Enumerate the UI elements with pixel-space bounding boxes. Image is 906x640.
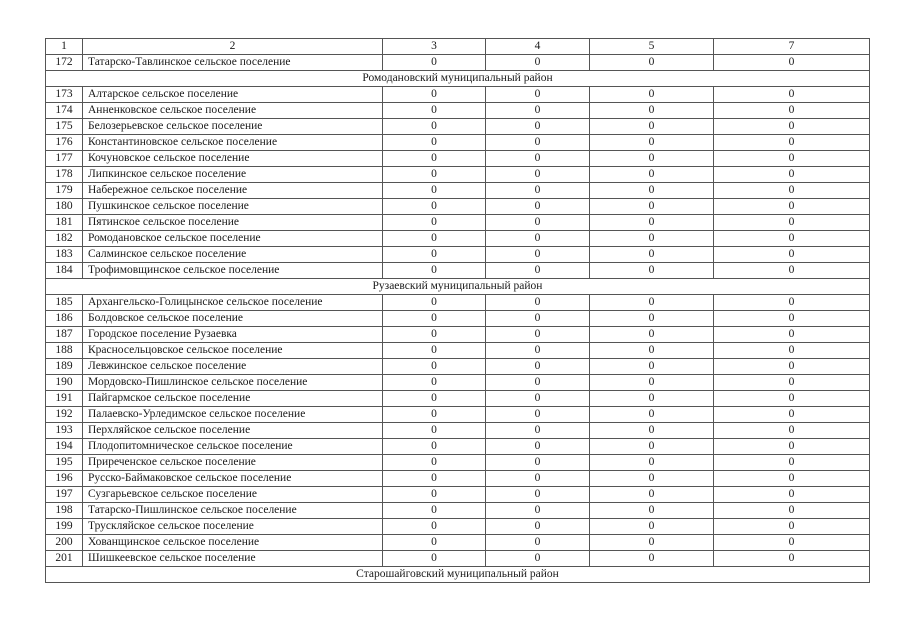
value-cell: 0 — [590, 263, 714, 279]
settlement-name: Городское поселение Рузаевка — [83, 327, 383, 343]
value-cell: 0 — [590, 215, 714, 231]
value-cell: 0 — [383, 327, 486, 343]
value-cell: 0 — [714, 151, 870, 167]
table-row — [46, 471, 870, 487]
row-number: 197 — [46, 487, 83, 503]
value-cell: 0 — [383, 167, 486, 183]
value-cell: 0 — [590, 167, 714, 183]
value-cell: 0 — [486, 487, 590, 503]
value-cell: 0 — [590, 247, 714, 263]
value-cell: 0 — [714, 519, 870, 535]
value-cell: 0 — [486, 535, 590, 551]
row-number: 188 — [46, 343, 83, 359]
value-cell: 0 — [714, 391, 870, 407]
value-cell: 0 — [714, 423, 870, 439]
value-cell: 0 — [486, 343, 590, 359]
value-cell: 0 — [383, 519, 486, 535]
row-number: 176 — [46, 135, 83, 151]
table-row — [46, 359, 870, 375]
value-cell: 0 — [590, 455, 714, 471]
value-cell: 0 — [383, 151, 486, 167]
value-cell: 0 — [714, 263, 870, 279]
value-cell: 0 — [486, 135, 590, 151]
value-cell: 0 — [714, 327, 870, 343]
settlement-name: Пайгармское сельское поселение — [83, 391, 383, 407]
value-cell: 0 — [590, 423, 714, 439]
table-row — [46, 519, 870, 535]
value-cell: 0 — [486, 423, 590, 439]
settlement-name: Салминское сельское поселение — [83, 247, 383, 263]
value-cell: 0 — [383, 247, 486, 263]
value-cell: 0 — [383, 199, 486, 215]
column-header: 2 — [83, 39, 383, 55]
value-cell: 0 — [714, 55, 870, 71]
table-row — [46, 167, 870, 183]
settlement-name: Сузгарьевское сельское поселение — [83, 487, 383, 503]
value-cell: 0 — [590, 407, 714, 423]
value-cell: 0 — [383, 359, 486, 375]
settlement-name: Перхляйское сельское поселение — [83, 423, 383, 439]
value-cell: 0 — [486, 183, 590, 199]
value-cell: 0 — [714, 199, 870, 215]
section-row — [46, 71, 870, 87]
table-row — [46, 55, 870, 71]
table-row — [46, 375, 870, 391]
column-header: 3 — [383, 39, 486, 55]
settlement-name: Мордовско-Пишлинское сельское поселение — [83, 375, 383, 391]
value-cell: 0 — [590, 519, 714, 535]
value-cell: 0 — [383, 391, 486, 407]
value-cell: 0 — [714, 215, 870, 231]
value-cell: 0 — [486, 231, 590, 247]
table-row — [46, 231, 870, 247]
row-number: 200 — [46, 535, 83, 551]
table-row — [46, 407, 870, 423]
settlement-name: Левжинское сельское поселение — [83, 359, 383, 375]
value-cell: 0 — [486, 263, 590, 279]
row-number: 191 — [46, 391, 83, 407]
value-cell: 0 — [714, 375, 870, 391]
row-number: 196 — [46, 471, 83, 487]
table-row — [46, 135, 870, 151]
row-number: 201 — [46, 551, 83, 567]
settlement-name: Пятинское сельское поселение — [83, 215, 383, 231]
value-cell: 0 — [486, 87, 590, 103]
row-number: 192 — [46, 407, 83, 423]
row-number: 199 — [46, 519, 83, 535]
settlement-name: Палаевско-Урледимское сельское поселение — [83, 407, 383, 423]
value-cell: 0 — [486, 503, 590, 519]
settlement-name: Болдовское сельское поселение — [83, 311, 383, 327]
value-cell: 0 — [714, 503, 870, 519]
value-cell: 0 — [590, 135, 714, 151]
value-cell: 0 — [486, 519, 590, 535]
value-cell: 0 — [590, 343, 714, 359]
value-cell: 0 — [590, 103, 714, 119]
value-cell: 0 — [383, 231, 486, 247]
settlement-name: Липкинское сельское поселение — [83, 167, 383, 183]
table-row — [46, 503, 870, 519]
value-cell: 0 — [486, 407, 590, 423]
value-cell: 0 — [714, 487, 870, 503]
value-cell: 0 — [383, 135, 486, 151]
value-cell: 0 — [486, 311, 590, 327]
value-cell: 0 — [714, 471, 870, 487]
value-cell: 0 — [714, 231, 870, 247]
value-cell: 0 — [383, 455, 486, 471]
section-row — [46, 279, 870, 295]
value-cell: 0 — [590, 183, 714, 199]
settlement-name: Анненковское сельское поселение — [83, 103, 383, 119]
row-number: 194 — [46, 439, 83, 455]
value-cell: 0 — [590, 487, 714, 503]
row-number: 175 — [46, 119, 83, 135]
row-number: 190 — [46, 375, 83, 391]
settlement-name: Шишкеевское сельское поселение — [83, 551, 383, 567]
value-cell: 0 — [590, 55, 714, 71]
value-cell: 0 — [590, 151, 714, 167]
settlement-name: Татарско-Пишлинское сельское поселение — [83, 503, 383, 519]
value-cell: 0 — [590, 503, 714, 519]
row-number: 172 — [46, 55, 83, 71]
value-cell: 0 — [486, 55, 590, 71]
column-header: 4 — [486, 39, 590, 55]
row-number: 189 — [46, 359, 83, 375]
value-cell: 0 — [714, 439, 870, 455]
settlement-name: Татарско-Тавлинское сельское поселение — [83, 55, 383, 71]
table-row — [46, 295, 870, 311]
table-row — [46, 151, 870, 167]
settlement-name: Трофимовщинское сельское поселение — [83, 263, 383, 279]
value-cell: 0 — [383, 215, 486, 231]
value-cell: 0 — [590, 231, 714, 247]
table-row — [46, 551, 870, 567]
data-table — [45, 38, 870, 583]
table-row — [46, 183, 870, 199]
value-cell: 0 — [714, 87, 870, 103]
settlement-name: Трускляйское сельское поселение — [83, 519, 383, 535]
settlement-name: Кочуновское сельское поселение — [83, 151, 383, 167]
value-cell: 0 — [714, 103, 870, 119]
section-title: Ромодановский муниципальный район — [46, 71, 870, 87]
value-cell: 0 — [383, 343, 486, 359]
table-row — [46, 247, 870, 263]
row-number: 185 — [46, 295, 83, 311]
column-header: 1 — [46, 39, 83, 55]
value-cell: 0 — [714, 359, 870, 375]
value-cell: 0 — [383, 487, 486, 503]
value-cell: 0 — [383, 55, 486, 71]
settlement-name: Хованщинское сельское поселение — [83, 535, 383, 551]
value-cell: 0 — [383, 103, 486, 119]
table-row — [46, 199, 870, 215]
value-cell: 0 — [486, 471, 590, 487]
table-row — [46, 263, 870, 279]
settlement-name: Архангельско-Голицынское сельское поселение — [83, 295, 383, 311]
value-cell: 0 — [383, 183, 486, 199]
row-number: 187 — [46, 327, 83, 343]
table-row — [46, 391, 870, 407]
value-cell: 0 — [486, 215, 590, 231]
value-cell: 0 — [486, 103, 590, 119]
value-cell: 0 — [486, 327, 590, 343]
value-cell: 0 — [383, 423, 486, 439]
header-row — [46, 39, 870, 55]
row-number: 174 — [46, 103, 83, 119]
value-cell: 0 — [714, 455, 870, 471]
value-cell: 0 — [714, 183, 870, 199]
value-cell: 0 — [383, 535, 486, 551]
value-cell: 0 — [590, 119, 714, 135]
value-cell: 0 — [486, 151, 590, 167]
row-number: 193 — [46, 423, 83, 439]
value-cell: 0 — [590, 327, 714, 343]
settlement-name: Алтарское сельское поселение — [83, 87, 383, 103]
value-cell: 0 — [486, 359, 590, 375]
table-row — [46, 423, 870, 439]
table-row — [46, 103, 870, 119]
row-number: 198 — [46, 503, 83, 519]
value-cell: 0 — [383, 439, 486, 455]
value-cell: 0 — [590, 311, 714, 327]
settlement-name: Плодопитомническое сельское поселение — [83, 439, 383, 455]
value-cell: 0 — [486, 551, 590, 567]
table-body — [46, 39, 870, 583]
value-cell: 0 — [590, 535, 714, 551]
value-cell: 0 — [486, 295, 590, 311]
settlement-name: Белозерьевское сельское поселение — [83, 119, 383, 135]
value-cell: 0 — [590, 471, 714, 487]
value-cell: 0 — [383, 551, 486, 567]
settlement-name: Ромодановское сельское поселение — [83, 231, 383, 247]
value-cell: 0 — [383, 471, 486, 487]
row-number: 195 — [46, 455, 83, 471]
value-cell: 0 — [590, 439, 714, 455]
table-row — [46, 343, 870, 359]
value-cell: 0 — [590, 87, 714, 103]
value-cell: 0 — [486, 247, 590, 263]
value-cell: 0 — [590, 295, 714, 311]
value-cell: 0 — [714, 247, 870, 263]
value-cell: 0 — [714, 119, 870, 135]
value-cell: 0 — [486, 199, 590, 215]
row-number: 184 — [46, 263, 83, 279]
settlement-name: Красносельцовское сельское поселение — [83, 343, 383, 359]
value-cell: 0 — [383, 263, 486, 279]
section-title: Рузаевский муниципальный район — [46, 279, 870, 295]
row-number: 181 — [46, 215, 83, 231]
table-row — [46, 487, 870, 503]
row-number: 178 — [46, 167, 83, 183]
value-cell: 0 — [714, 407, 870, 423]
value-cell: 0 — [714, 535, 870, 551]
value-cell: 0 — [383, 407, 486, 423]
value-cell: 0 — [714, 135, 870, 151]
value-cell: 0 — [383, 503, 486, 519]
value-cell: 0 — [486, 439, 590, 455]
value-cell: 0 — [383, 295, 486, 311]
value-cell: 0 — [590, 359, 714, 375]
table-row — [46, 87, 870, 103]
section-title: Старошайговский муниципальный район — [46, 567, 870, 583]
value-cell: 0 — [590, 551, 714, 567]
value-cell: 0 — [383, 87, 486, 103]
value-cell: 0 — [486, 119, 590, 135]
value-cell: 0 — [590, 199, 714, 215]
row-number: 182 — [46, 231, 83, 247]
section-row — [46, 567, 870, 583]
settlement-name: Пушкинское сельское поселение — [83, 199, 383, 215]
row-number: 179 — [46, 183, 83, 199]
row-number: 186 — [46, 311, 83, 327]
settlement-name: Приреченское сельское поселение — [83, 455, 383, 471]
value-cell: 0 — [714, 343, 870, 359]
value-cell: 0 — [714, 551, 870, 567]
table-row — [46, 215, 870, 231]
value-cell: 0 — [714, 167, 870, 183]
value-cell: 0 — [383, 311, 486, 327]
table-row — [46, 455, 870, 471]
value-cell: 0 — [714, 295, 870, 311]
value-cell: 0 — [486, 391, 590, 407]
table-row — [46, 311, 870, 327]
column-header: 5 — [590, 39, 714, 55]
value-cell: 0 — [383, 375, 486, 391]
table-row — [46, 439, 870, 455]
column-header: 7 — [714, 39, 870, 55]
value-cell: 0 — [383, 119, 486, 135]
table-row — [46, 327, 870, 343]
settlement-name: Набережное сельское поселение — [83, 183, 383, 199]
settlement-name: Русско-Баймаковское сельское поселение — [83, 471, 383, 487]
value-cell: 0 — [590, 391, 714, 407]
settlement-name: Константиновское сельское поселение — [83, 135, 383, 151]
value-cell: 0 — [590, 375, 714, 391]
value-cell: 0 — [486, 375, 590, 391]
row-number: 180 — [46, 199, 83, 215]
table-row — [46, 535, 870, 551]
value-cell: 0 — [714, 311, 870, 327]
row-number: 183 — [46, 247, 83, 263]
value-cell: 0 — [486, 167, 590, 183]
value-cell: 0 — [486, 455, 590, 471]
table-row — [46, 119, 870, 135]
row-number: 177 — [46, 151, 83, 167]
row-number: 173 — [46, 87, 83, 103]
